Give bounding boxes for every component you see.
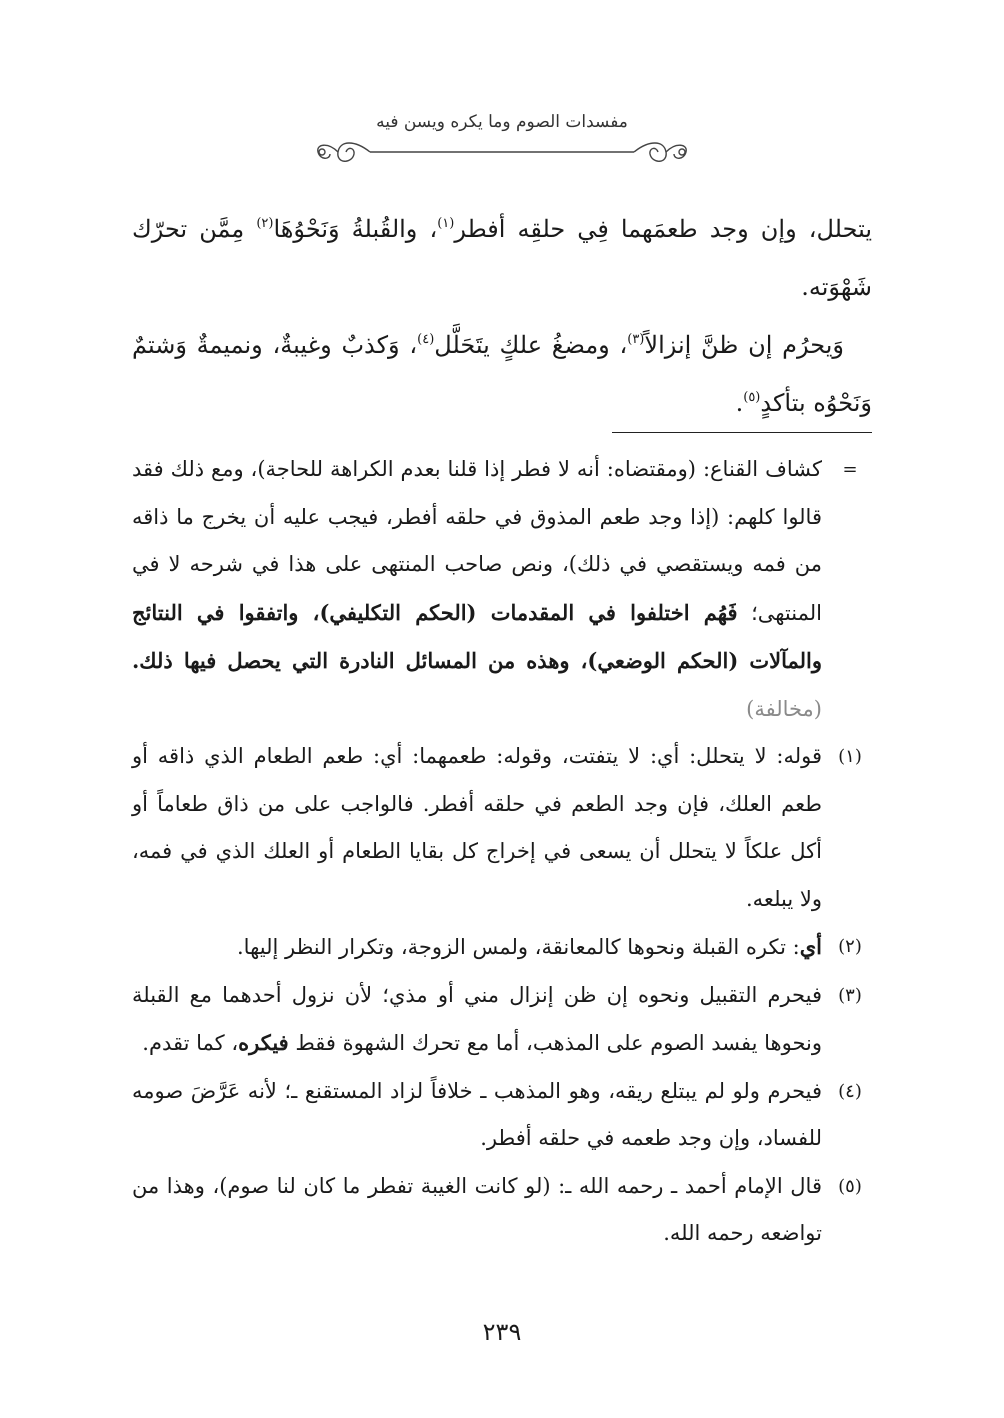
footnote-number: (٢) bbox=[838, 936, 862, 957]
footnote-ref: (٥) bbox=[743, 390, 761, 405]
header-ornament bbox=[300, 134, 704, 170]
footnote-5: (٥) قال الإمام أحمد ـ رحمه الله ـ: (لو كانت الغيبة تفطر ما كان لنا صوم)، وهذا من تواضعه رحمه الله. bbox=[132, 1163, 872, 1258]
footnote-4: (٤) فيحرم ولو لم يبتلع ريقه، وهو المذهب ـ خلافاً لزاد المستقنع ـ؛ لأنه عَرَّضَ صومه للفساد، وإن وجد طعمه في حلقه أفطر. bbox=[132, 1068, 872, 1163]
footnote-number: (١) bbox=[838, 746, 862, 767]
footnote-number: (٥) bbox=[838, 1175, 862, 1197]
footnote-ref: (١) bbox=[437, 216, 455, 231]
footnotes bbox=[132, 446, 872, 1258]
footnote-1: (١) قوله: لا يتحلل: أي: لا يتفتت، وقوله: طعمهما: أي: طعم الطعام الذي ذاقه أو طعم العلك، فإن وجد الطعم في حلقه أفطر. فالواجب على من ذاق طعاماً أو أكل علكاً لا يتحلل أن يسعى في إخراج كل بقايا الطعام أو العلك الذي في فمه، ولا يبلعه. bbox=[132, 733, 872, 923]
main-text bbox=[132, 200, 872, 432]
footnote-2: (٢) أي: تكره القبلة ونحوها كالمعانقة، ولمس الزوجة، وتكرار النظر إليها. bbox=[132, 923, 872, 972]
footnote-3: (٣) فيحرم التقبيل ونحوه إن ظن إنزال مني أو مذي؛ لأن نزول أحدهما مع القبلة ونحوها يفسد الصوم على المذهب، أما مع تحرك الشهوة فقط فيكره، كما تقدم. bbox=[132, 972, 872, 1068]
footnote-ref: (٤) bbox=[417, 332, 435, 347]
footnote-number: (٤) bbox=[838, 1080, 862, 1102]
running-header bbox=[300, 112, 704, 172]
footnote-ref: (٣) bbox=[627, 332, 645, 347]
footnote-number: (٣) bbox=[838, 984, 862, 1006]
header-title: مفسدات الصوم وما يكره ويسن فيه bbox=[376, 112, 628, 132]
footnote-ref: (٢) bbox=[256, 216, 274, 231]
main-paragraph: وَيحرُم إن ظنَّ إنزالاً$^{(٣)}$، ومضغُ علكٍ يتَحَلَّل$^{(٤)}$، وَكذبٌ وغيبةٌ، ونميمةٌ وَشتمٌ وَنَحْوُه بتأكدٍ$^{(٥)}$. bbox=[132, 331, 872, 417]
page-number: ٢٣٩ bbox=[482, 1318, 522, 1346]
main-paragraph: يتحلل، وإن وجد طعمَهما فِي حلقِه أفطر$^{(١)}$، والقُبلةُ وَنَحْوُهَا$^{(٢)}$ مِمَّن تحرّك شَهْوَته. bbox=[132, 215, 872, 301]
footnote-separator bbox=[612, 432, 872, 433]
footnote-number: = bbox=[842, 459, 858, 480]
footnote-continued: = كشاف القناع: (ومقتضاه: أنه لا فطر إذا قلنا بعدم الكراهة للحاجة)، ومع ذلك فقد قالوا كلهم: (إذا وجد طعم المذوق في حلقه أفطر، فيجب عليه أن يخرج ما ذاقه من فمه ويستقصي في ذلك)، ونص صاحب المنتهى على هذا في شرحه لا في المنتهى؛ فَهُم اختلفوا في المقدمات (الحكم التكليفي)، واتفقوا في النتائج والمآلات (الحكم الوضعي)، وهذه من المسائل النادرة التي يحصل فيها ذلك. (مخالفة) bbox=[132, 446, 872, 733]
